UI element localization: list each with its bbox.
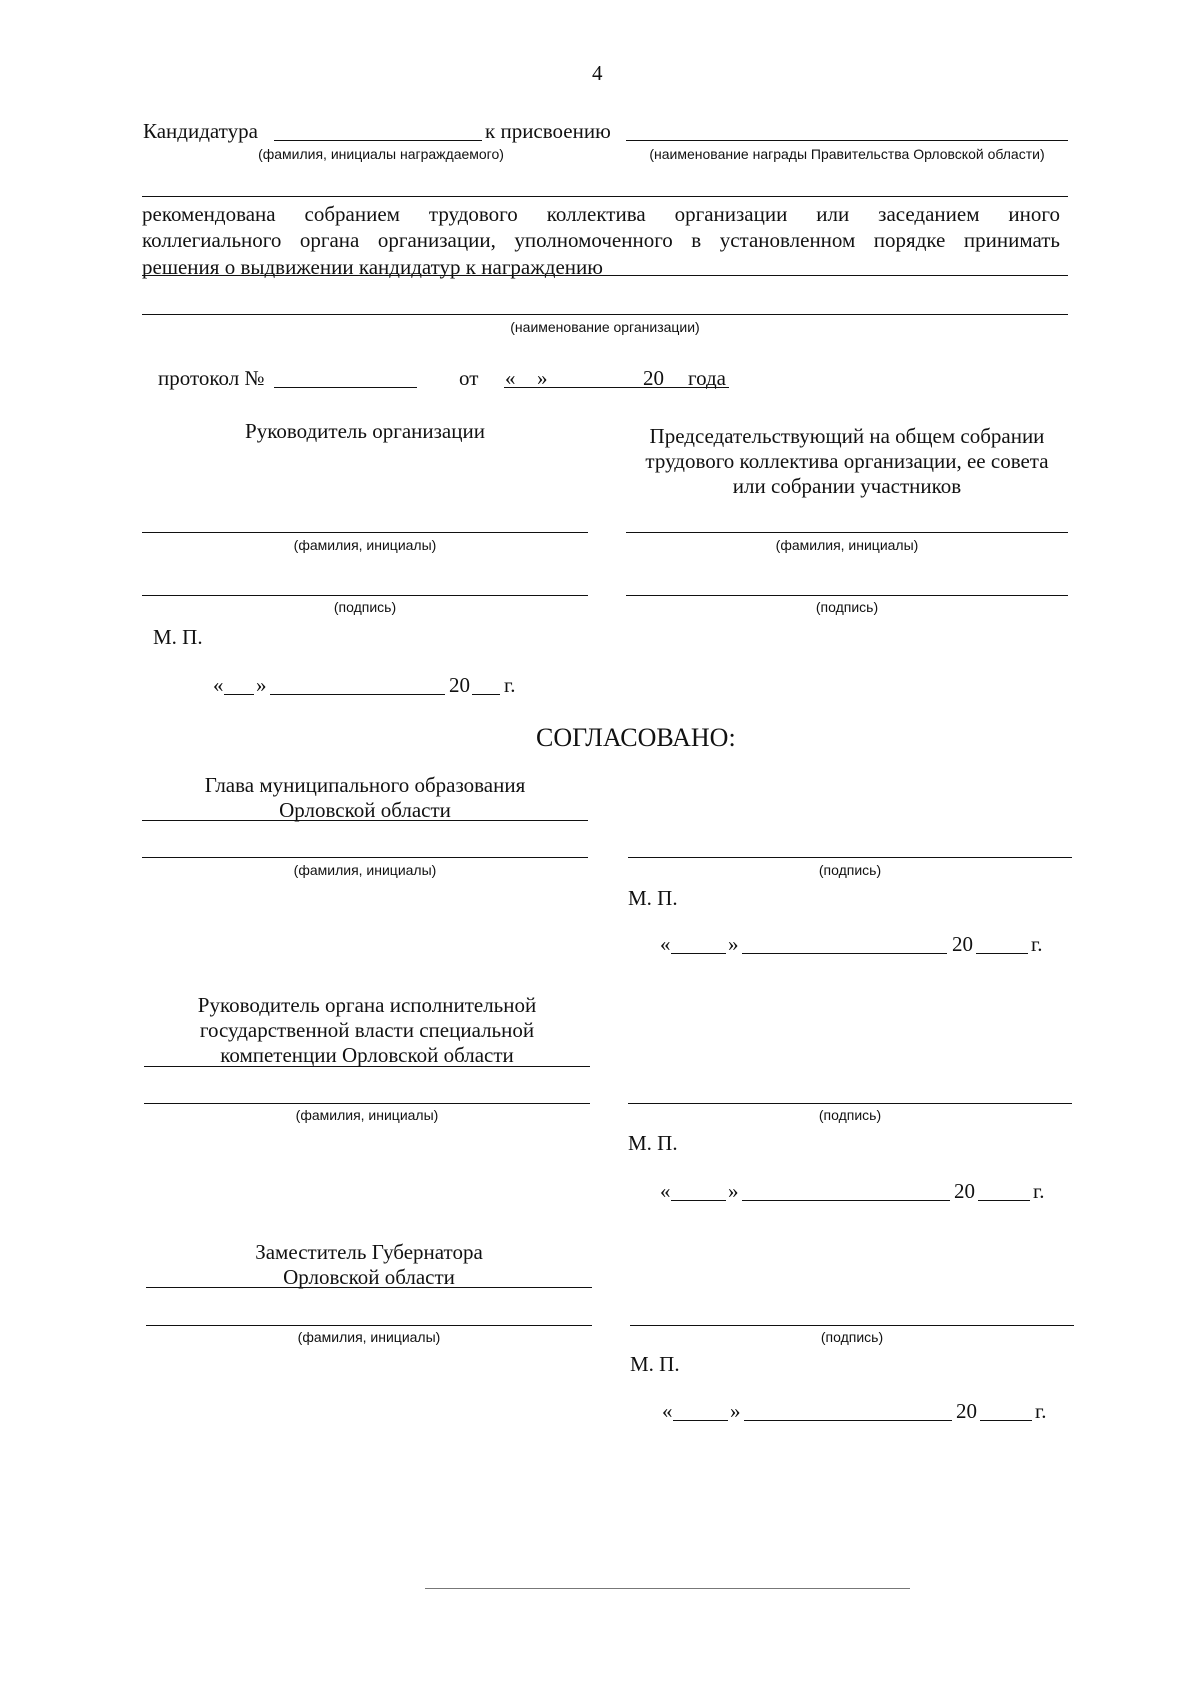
block2-date-year-suffix: г. xyxy=(1033,1179,1045,1203)
block1-date-year-line xyxy=(976,953,1028,954)
seal-mark: М. П. xyxy=(153,625,203,649)
agreed-title: СОГЛАСОВАНО: xyxy=(536,723,736,752)
block1-name-caption: (фамилия, инициалы) xyxy=(293,862,437,878)
block1-date-day-line xyxy=(671,953,726,954)
head-signature-caption: (подпись) xyxy=(333,599,397,615)
chair-title-line-1: Председательствующий на общем собрании xyxy=(649,424,1045,448)
block2-signature-caption: (подпись) xyxy=(818,1107,882,1123)
block1-seal-mark: М. П. xyxy=(628,886,678,910)
chair-title-line-2: трудового коллектива организации, ее совета xyxy=(645,449,1049,473)
block2-date-day-line xyxy=(671,1200,726,1201)
block3-signature-caption: (подпись) xyxy=(820,1329,884,1345)
date-quote-close: » xyxy=(256,673,267,697)
protocol-quote-close: » xyxy=(537,366,548,390)
chair-title-line-3: или собрании участников xyxy=(732,474,962,498)
block3-date-year-prefix: 20 xyxy=(956,1399,977,1423)
protocol-label: протокол № xyxy=(158,366,265,390)
chair-signature-line xyxy=(626,595,1068,596)
chair-name-caption: (фамилия, инициалы) xyxy=(775,537,919,553)
block3-name-line xyxy=(146,1325,592,1326)
recommendation-line-1: рекомендована собранием трудового коллектива организации или заседанием иного xyxy=(142,202,1060,226)
chair-signature-caption: (подпись) xyxy=(815,599,879,615)
block2-title-line-3: компетенции Орловской области xyxy=(220,1043,514,1067)
block1-date-year-prefix: 20 xyxy=(952,932,973,956)
date-quote-open: « xyxy=(213,673,224,697)
block1-date-month-line xyxy=(742,953,947,954)
recommendation-underline xyxy=(142,275,1068,276)
date-day-line xyxy=(224,694,254,695)
block2-date-year-prefix: 20 xyxy=(954,1179,975,1203)
block2-name-line xyxy=(144,1103,590,1104)
protocol-number-line xyxy=(274,387,417,388)
block3-seal-mark: М. П. xyxy=(630,1352,680,1376)
date-month-line xyxy=(270,694,445,695)
block3-date-year-suffix: г. xyxy=(1035,1399,1047,1423)
date-year-line xyxy=(472,694,500,695)
block2-title-line-1: Руководитель органа исполнительной xyxy=(197,993,537,1017)
block3-date-quote-close: » xyxy=(730,1399,741,1423)
block1-signature-caption: (подпись) xyxy=(818,862,882,878)
block3-date-year-line xyxy=(980,1420,1032,1421)
head-signature-line xyxy=(142,595,588,596)
block2-signature-line xyxy=(628,1103,1072,1104)
date-year-prefix: 20 xyxy=(449,673,470,697)
award-label: к присвоению xyxy=(485,119,611,143)
block2-date-year-line xyxy=(978,1200,1030,1201)
protocol-from: от xyxy=(459,366,479,390)
caption-candidate: (фамилия, инициалы награждаемого) xyxy=(258,146,504,162)
protocol-quote-open: « xyxy=(505,366,516,390)
block2-seal-mark: М. П. xyxy=(628,1131,678,1155)
block2-name-caption: (фамилия, инициалы) xyxy=(295,1107,439,1123)
head-name-caption: (фамилия, инициалы) xyxy=(293,537,437,553)
chair-name-line xyxy=(626,532,1068,533)
block3-title-line-1: Заместитель Губернатора xyxy=(255,1240,483,1264)
block3-signature-line xyxy=(630,1325,1074,1326)
page-number: 4 xyxy=(592,61,603,85)
block3-date-day-line xyxy=(673,1420,728,1421)
block1-name-line xyxy=(142,857,588,858)
block3-name-caption: (фамилия, инициалы) xyxy=(297,1329,441,1345)
protocol-year-word: года xyxy=(688,366,726,390)
organization-line xyxy=(142,314,1068,315)
caption-award: (наименование награды Правительства Орловской области) xyxy=(649,146,1045,162)
block2-title-underline xyxy=(144,1066,590,1067)
award-name-line xyxy=(626,140,1068,141)
block1-title-line-2: Орловской области xyxy=(279,798,451,822)
date-year-suffix: г. xyxy=(504,673,516,697)
block3-date-quote-open: « xyxy=(662,1399,673,1423)
recommendation-line-2: коллегиального органа организации, уполномоченного в установленном порядке принимать xyxy=(142,228,1060,252)
block1-date-quote-close: » xyxy=(728,932,739,956)
block3-title-underline xyxy=(146,1287,592,1288)
block2-date-quote-close: » xyxy=(728,1179,739,1203)
block2-date-quote-open: « xyxy=(660,1179,671,1203)
footer-separator xyxy=(425,1588,910,1589)
award-continuation-line xyxy=(142,196,1068,197)
protocol-year-prefix: 20 xyxy=(643,366,664,390)
block1-title-line-1: Глава муниципального образования xyxy=(204,773,526,797)
candidate-name-line xyxy=(274,140,482,141)
head-title: Руководитель организации xyxy=(245,419,485,443)
candidate-label: Кандидатура xyxy=(143,119,258,143)
block3-date-month-line xyxy=(744,1420,952,1421)
block1-title-underline xyxy=(142,820,588,821)
recommendation-line-3: решения о выдвижении кандидатур к награждению xyxy=(142,255,603,279)
block3-title-line-2: Орловской области xyxy=(283,1265,455,1289)
block1-signature-line xyxy=(628,857,1072,858)
caption-organization: (наименование организации) xyxy=(510,319,700,335)
head-name-line xyxy=(142,532,588,533)
block1-date-quote-open: « xyxy=(660,932,671,956)
block2-title-line-2: государственной власти специальной xyxy=(199,1018,535,1042)
block2-date-month-line xyxy=(742,1200,950,1201)
block1-date-year-suffix: г. xyxy=(1031,932,1043,956)
